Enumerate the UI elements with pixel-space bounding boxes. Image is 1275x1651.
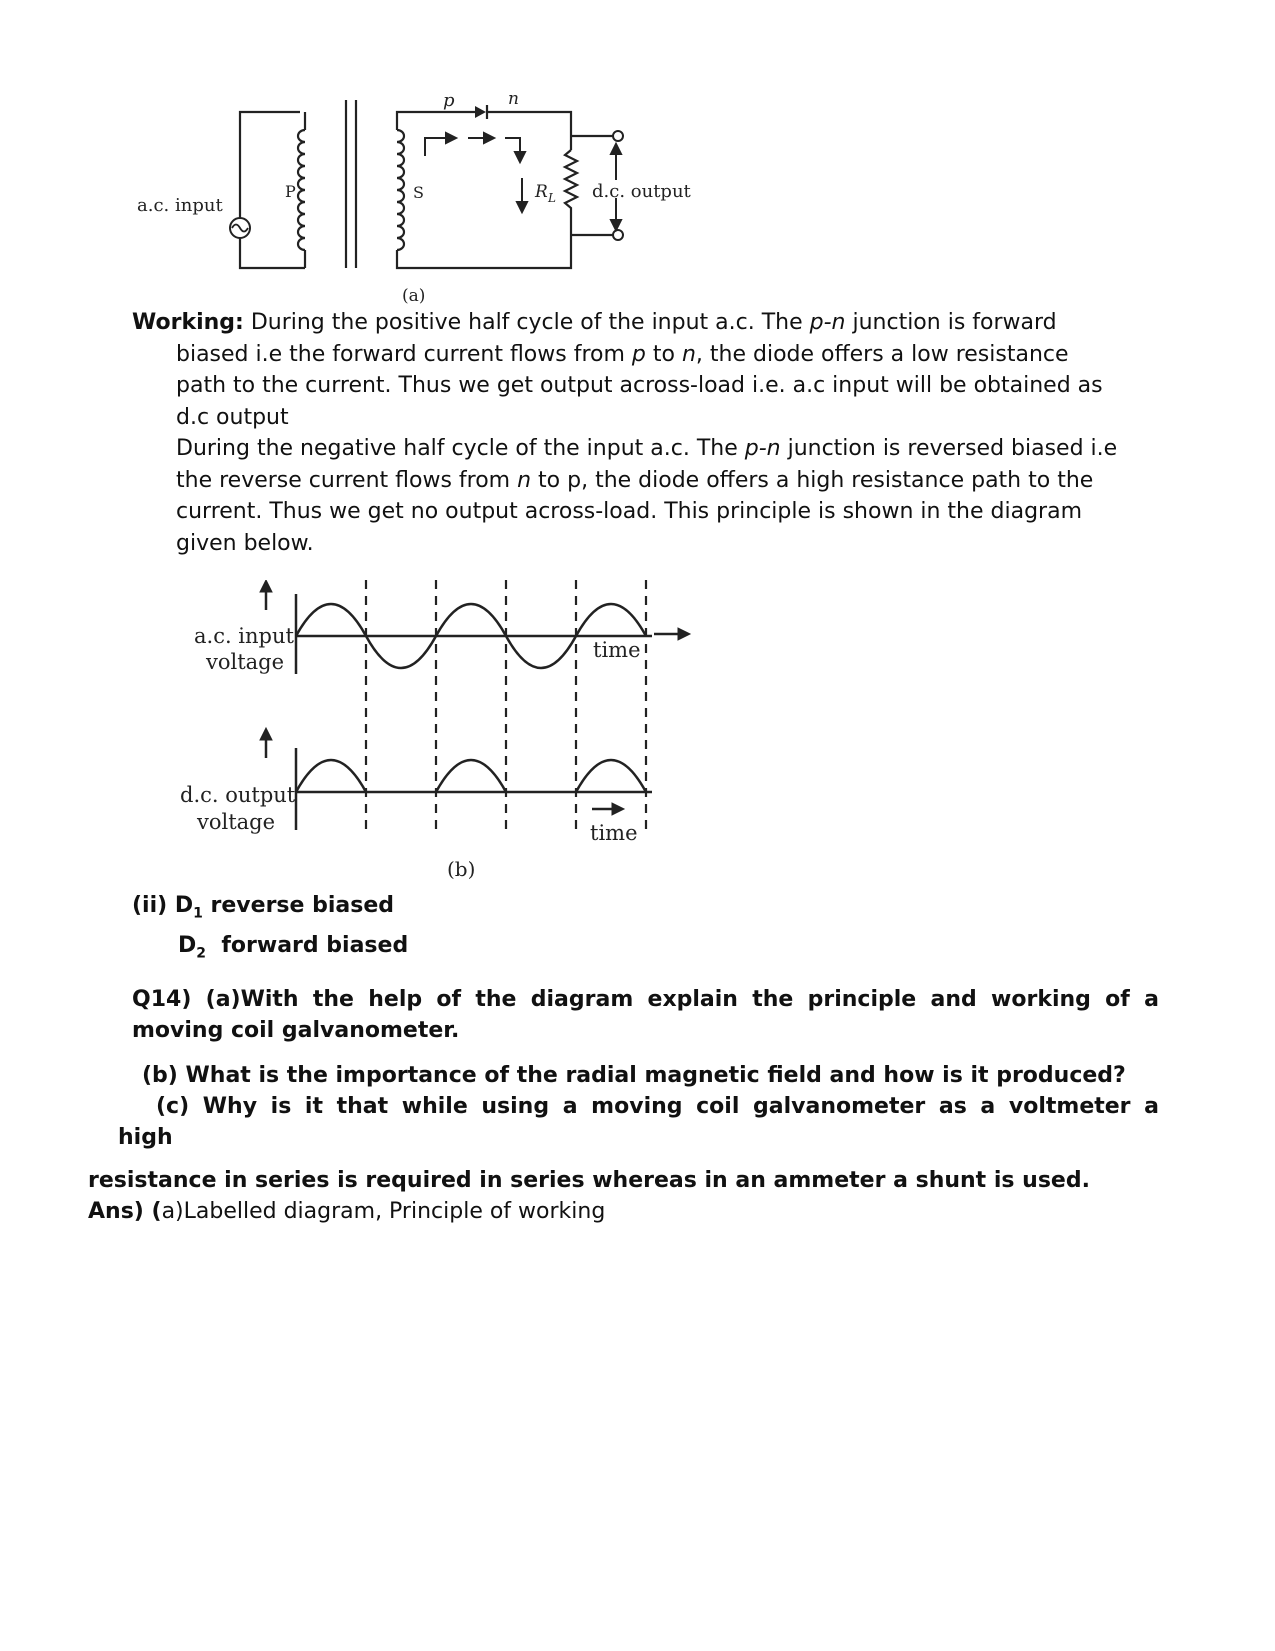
label-p: p bbox=[443, 90, 455, 111]
label-ac-voltage: voltage bbox=[206, 650, 285, 674]
primary-coil bbox=[298, 130, 305, 250]
label-ac-input: a.c. input bbox=[137, 195, 223, 216]
label-rl-sub: L bbox=[548, 191, 556, 205]
label-ac-input-voltage: a.c. input bbox=[194, 624, 294, 648]
waveform-diagram bbox=[0, 580, 1275, 890]
figure-b-caption: (b) bbox=[447, 857, 476, 881]
q14-line-4: (c) Why is it that while using a moving coil galvanometer as a voltmeter a bbox=[156, 1094, 1159, 1119]
working-body: biased i.e the forward current flows from p to n, the diode offers a low resistance path to the current. Thus we get output across-load i.e. a.c input will be obtained as d.c output During the negative half cycle of the input a.c. The p-n junction is reversed biased i.e the reverse current flows from n to p, the diode offers a high resistance path to the current. Thus we get no output across-load. This principle is shown in the diagram given below. bbox=[176, 341, 1118, 556]
label-time-top: time bbox=[593, 638, 641, 662]
working-line-1: Working: During the positive half cycle of the input a.c. The p-n junction is forward bbox=[132, 310, 1057, 335]
working-paragraph bbox=[132, 307, 1182, 559]
q14-answer bbox=[88, 1196, 605, 1228]
label-rl: R bbox=[535, 182, 548, 202]
label-dc-voltage: voltage bbox=[197, 810, 276, 834]
q14-line-5: high bbox=[118, 1125, 173, 1150]
label-primary: P bbox=[285, 182, 296, 201]
label-n: n bbox=[508, 89, 519, 109]
figure-a-caption: (a) bbox=[402, 286, 426, 306]
q14-line-6: resistance in series is required in series whereas in an ammeter a shunt is used. bbox=[88, 1168, 1090, 1193]
working-heading: Working: bbox=[132, 310, 244, 335]
q14-line-2: moving coil galvanometer. bbox=[132, 1018, 460, 1043]
secondary-coil bbox=[397, 130, 404, 250]
label-dc-output-voltage: d.c. output bbox=[180, 783, 296, 807]
answer-label: Ans) ( bbox=[88, 1199, 162, 1224]
answer-text: a)Labelled diagram, Principle of working bbox=[161, 1199, 606, 1224]
label-secondary: S bbox=[413, 183, 424, 202]
diode-icon bbox=[475, 105, 487, 119]
label-dc-output: d.c. output bbox=[592, 181, 691, 202]
answer-ii: (ii) $D_1$ reverse biased $D_2$ forward biased bbox=[132, 893, 409, 962]
q14-line-1: Q14) (a)With the help of the diagram explain the principle and working of a bbox=[132, 987, 1159, 1012]
label-time-bottom: time bbox=[590, 821, 638, 845]
q14-line-3: (b) What is the importance of the radial magnetic field and how is it produced? bbox=[142, 1063, 1126, 1088]
rectifier-circuit-diagram bbox=[0, 0, 1275, 310]
ac-source-icon bbox=[230, 218, 250, 238]
